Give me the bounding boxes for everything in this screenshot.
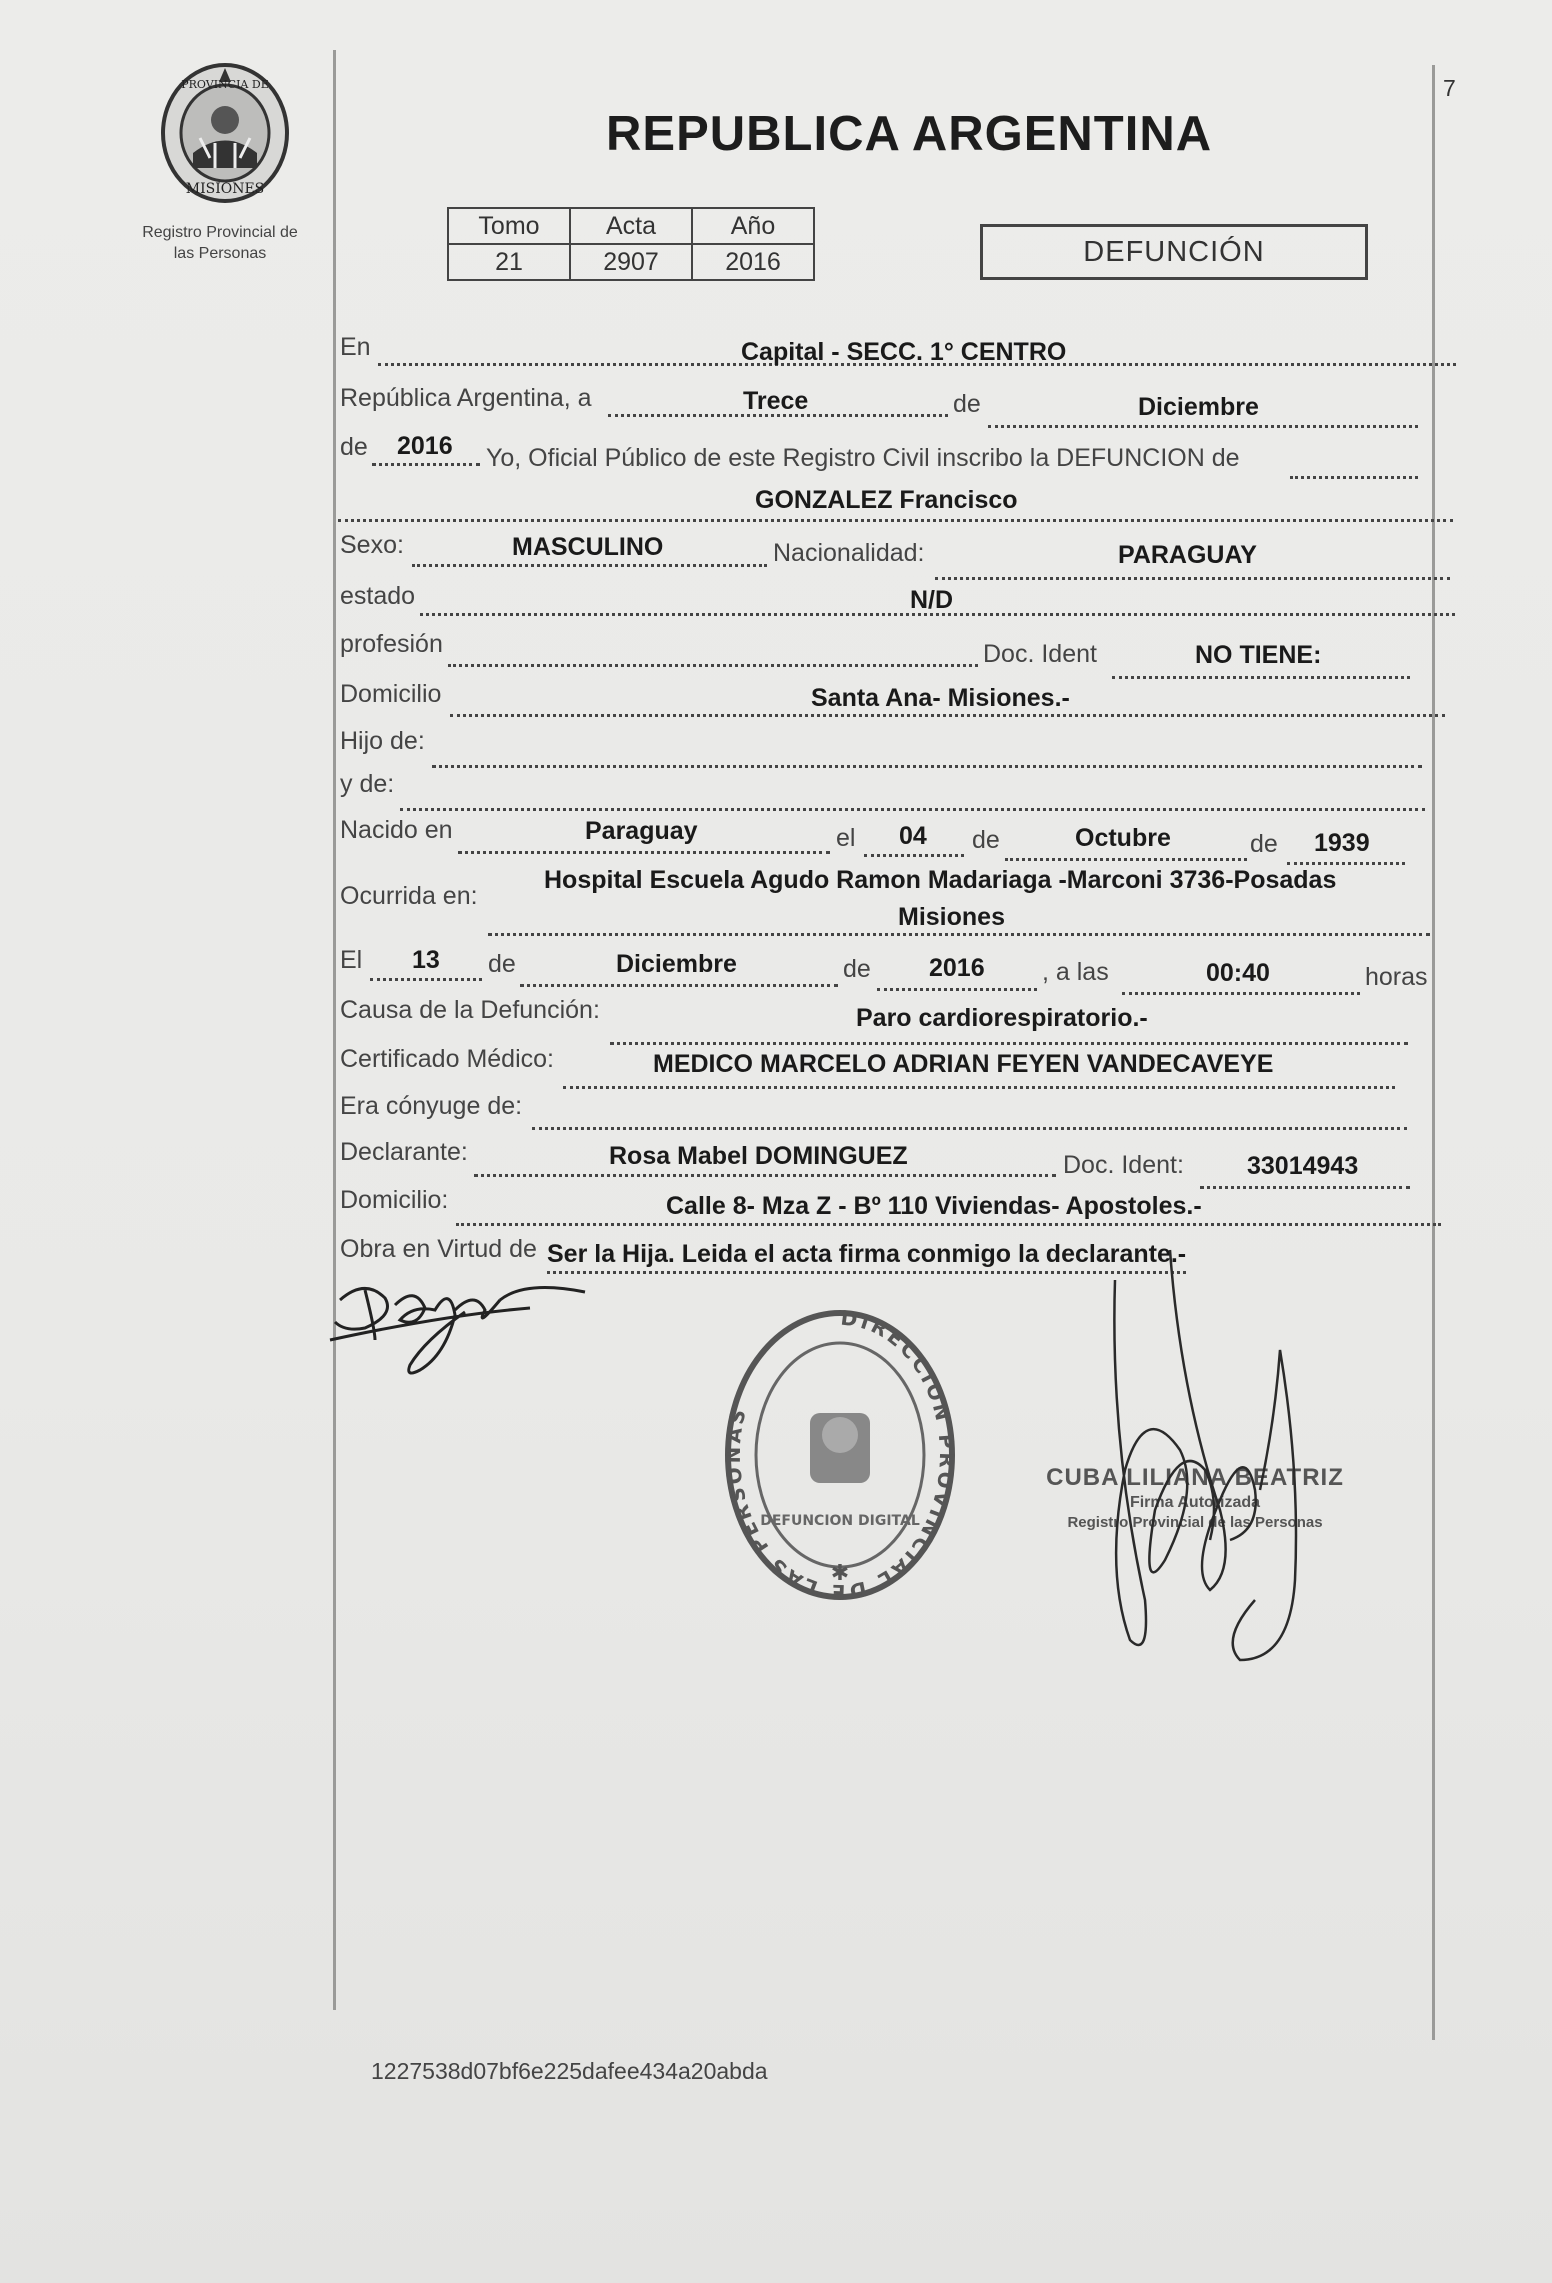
anio-value: 2016 xyxy=(692,244,814,280)
official-seal xyxy=(710,1295,970,1615)
doc-ident-label: Doc. Ident xyxy=(983,640,1097,668)
tomo-value: 21 xyxy=(448,244,570,280)
domicilio-line xyxy=(450,714,1445,717)
doc-ident2-line xyxy=(1200,1186,1410,1189)
record-table xyxy=(447,207,815,281)
record-table-header-row xyxy=(448,208,814,244)
birth-year: 1939 xyxy=(1314,829,1370,857)
registry-name xyxy=(120,222,320,264)
day-word: Trece xyxy=(743,387,809,415)
estado-label: estado xyxy=(340,582,416,610)
certificado-value: MEDICO MARCELO ADRIAN FEYEN VANDECAVEYE xyxy=(653,1050,1274,1078)
record-type-box: DEFUNCIÓN xyxy=(980,224,1368,280)
domicilio2-line xyxy=(456,1223,1441,1226)
y-de-label: y de: xyxy=(340,770,395,798)
el-label: el xyxy=(836,824,856,852)
yo-text: Yo, Oficial Público de este Registro Civil inscribo la DEFUNCION de xyxy=(486,444,1240,472)
doc-ident2-label: Doc. Ident: xyxy=(1063,1151,1184,1179)
seal-ring-text: DIRECCION PROVINCIAL DE LAS PERSONAS xyxy=(720,1305,960,1605)
nacionalidad-label: Nacionalidad: xyxy=(773,539,925,567)
official-signature xyxy=(1070,1240,1370,1680)
seal-inner-text: DEFUNCION DIGITAL xyxy=(760,1513,920,1529)
year-line xyxy=(372,463,480,466)
domicilio2-label: Domicilio: xyxy=(340,1186,449,1214)
emblem-text-bottom: MISIONES xyxy=(185,181,265,197)
obra-value: Ser la Hija. Leida el acta firma conmigo la declarante.- xyxy=(547,1240,1186,1274)
conyuge-line xyxy=(532,1127,1407,1130)
profesion-label: profesión xyxy=(340,630,443,658)
svg-text:✱: ✱ xyxy=(830,1560,850,1585)
de2-label: de xyxy=(340,433,368,461)
anio-header: Año xyxy=(692,208,814,244)
de4-label: de xyxy=(1250,830,1278,858)
doc-ident-line xyxy=(1112,676,1410,679)
nacionalidad-value: PARAGUAY xyxy=(1118,541,1257,569)
birth-day: 04 xyxy=(899,822,927,850)
certificado-label: Certificado Médico: xyxy=(340,1045,554,1073)
domicilio-label: Domicilio xyxy=(340,680,442,708)
ocurrida-line2: Misiones xyxy=(898,903,1005,931)
nacido-value: Paraguay xyxy=(585,817,698,845)
birth-year-line xyxy=(1287,862,1405,865)
nacido-line xyxy=(458,851,830,854)
y-de-line xyxy=(400,808,1425,811)
death-time-line xyxy=(1122,992,1360,995)
month-word: Diciembre xyxy=(1138,393,1259,421)
causa-line xyxy=(610,1042,1408,1045)
en-label: En xyxy=(340,333,371,361)
causa-label: Causa de la Defunción: xyxy=(340,996,600,1024)
emblem-text-top: PROVINCIA DE xyxy=(181,78,269,91)
ocurrida-line1: Hospital Escuela Agudo Ramon Madariaga -Marconi 3736-Posadas xyxy=(544,866,1337,894)
de6-label: de xyxy=(843,955,871,983)
en-value: Capital - SECC. 1° CENTRO xyxy=(741,338,1067,366)
ocurrida-line xyxy=(488,933,1430,936)
causa-value: Paro cardiorespiratorio.- xyxy=(856,1004,1148,1032)
horas-label: horas xyxy=(1365,963,1428,991)
sexo-label: Sexo: xyxy=(340,531,404,559)
hijo-line xyxy=(432,765,1422,768)
birth-day-line xyxy=(864,854,964,857)
certificado-line xyxy=(563,1086,1395,1089)
month-word-line xyxy=(988,425,1418,428)
death-year-line xyxy=(877,988,1037,991)
obra-label: Obra en Virtud de xyxy=(340,1235,537,1263)
province-emblem xyxy=(155,58,295,208)
de5-label: de xyxy=(488,950,516,978)
death-day-line xyxy=(370,978,482,981)
acta-header: Acta xyxy=(570,208,692,244)
ocurrida-label: Ocurrida en: xyxy=(340,882,478,910)
death-time: 00:40 xyxy=(1206,959,1270,987)
conyuge-label: Era cónyuge de: xyxy=(340,1092,523,1120)
declarante-value: Rosa Mabel DOMINGUEZ xyxy=(609,1142,908,1170)
name-line xyxy=(338,519,1453,522)
country-title: REPUBLICA ARGENTINA xyxy=(606,107,1213,161)
alas-label: , a las xyxy=(1042,958,1109,986)
de3-label: de xyxy=(972,826,1000,854)
sexo-line xyxy=(412,564,767,567)
registry-line2: las Personas xyxy=(173,245,267,262)
footer-hash: 1227538d07bf6e225dafee434a20abda xyxy=(371,2058,768,2084)
estado-value: N/D xyxy=(910,586,954,614)
tomo-header: Tomo xyxy=(448,208,570,244)
page-number: 7 xyxy=(1443,75,1456,101)
nacido-label: Nacido en xyxy=(340,816,453,844)
doc-ident2-value: 33014943 xyxy=(1247,1152,1359,1180)
declarante-label: Declarante: xyxy=(340,1138,468,1166)
hijo-label: Hijo de: xyxy=(340,727,425,755)
death-day: 13 xyxy=(412,946,440,974)
birth-month: Octubre xyxy=(1075,824,1171,852)
death-month-line xyxy=(520,984,838,987)
year-value: 2016 xyxy=(397,432,453,460)
official-office: Registro Provincial de las Personas xyxy=(1067,1514,1323,1531)
yo-trail-line xyxy=(1290,476,1418,479)
right-margin-line xyxy=(1432,65,1435,2040)
doc-ident-value: NO TIENE: xyxy=(1195,641,1322,669)
republica-label: República Argentina, a xyxy=(340,384,592,412)
birth-month-line xyxy=(1005,858,1247,861)
nacionalidad-line xyxy=(935,577,1450,580)
left-margin-line xyxy=(333,50,336,2010)
de1-label: de xyxy=(953,390,981,418)
declarante-line xyxy=(474,1174,1056,1177)
official-name: CUBA LILIANA BEATRIZ xyxy=(1046,1464,1344,1491)
death-month: Diciembre xyxy=(616,950,737,978)
registry-line1: Registro Provincial de xyxy=(142,224,298,241)
record-table-value-row xyxy=(448,244,814,280)
death-year: 2016 xyxy=(929,954,985,982)
el2-label: El xyxy=(340,946,363,974)
profesion-line xyxy=(448,664,978,667)
domicilio-value: Santa Ana- Misiones.- xyxy=(811,684,1070,712)
official-role: Firma Autorizada xyxy=(1129,1494,1261,1511)
domicilio2-value: Calle 8- Mza Z - Bº 110 Viviendas- Apostoles.- xyxy=(666,1192,1202,1220)
sexo-value: MASCULINO xyxy=(512,533,664,561)
declarant-signature xyxy=(325,1270,595,1390)
deceased-name: GONZALEZ Francisco xyxy=(755,486,1018,514)
acta-value: 2907 xyxy=(570,244,692,280)
